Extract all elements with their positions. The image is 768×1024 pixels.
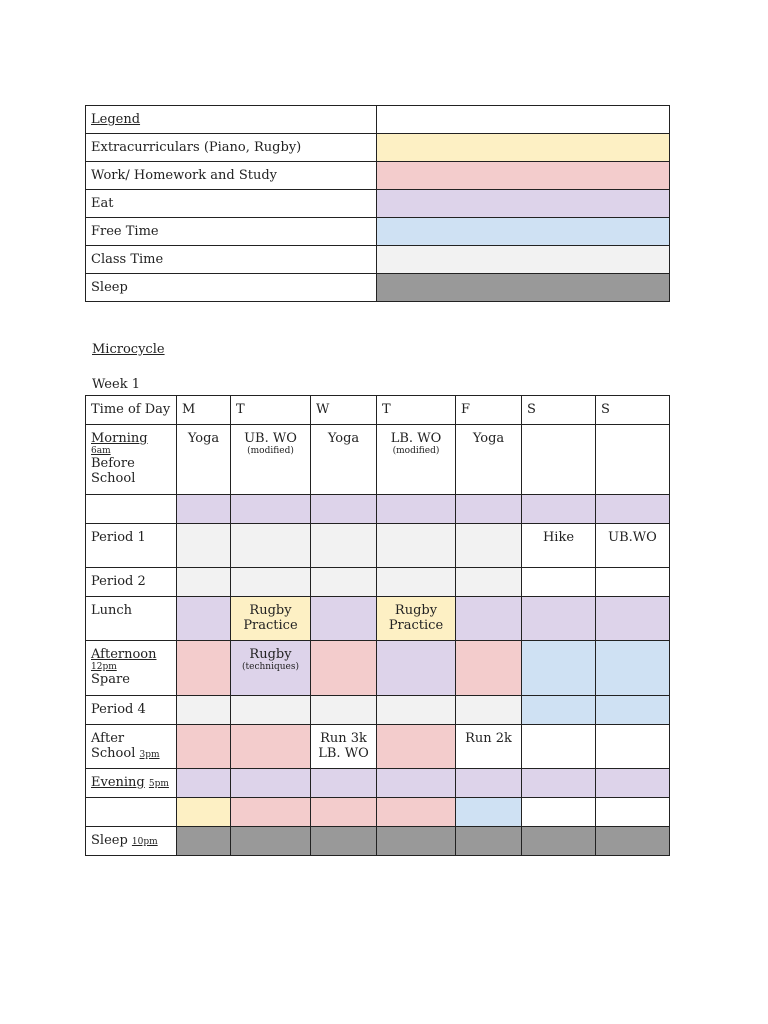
morning-label bbox=[86, 425, 177, 495]
header-wednesday: W bbox=[311, 396, 377, 425]
sleep-cell bbox=[522, 827, 596, 856]
evening-cell bbox=[596, 769, 670, 798]
sleep-time: 10pm bbox=[131, 837, 158, 847]
morning-wed: Yoga bbox=[311, 425, 377, 495]
header-tuesday: T bbox=[231, 396, 311, 425]
period1-cell bbox=[231, 524, 311, 568]
period4-row bbox=[86, 696, 670, 725]
evening-cell bbox=[311, 769, 377, 798]
period4-cell bbox=[311, 696, 377, 725]
morning-thu-activity: LB. WO bbox=[390, 431, 442, 446]
afternoon-row bbox=[86, 641, 670, 696]
sleep-label-text: Sleep bbox=[91, 833, 128, 848]
morning-label-text: Morning bbox=[91, 431, 148, 446]
breakfast-row bbox=[86, 495, 670, 524]
night-cell bbox=[311, 798, 377, 827]
lunch-row bbox=[86, 597, 670, 641]
afternoon-cell bbox=[596, 641, 670, 696]
sleep-cell bbox=[311, 827, 377, 856]
morning-tue bbox=[231, 425, 311, 495]
morning-fri: Yoga bbox=[456, 425, 522, 495]
legend-row bbox=[86, 246, 670, 274]
header-friday: F bbox=[456, 396, 522, 425]
morning-sub: Before School bbox=[91, 456, 136, 486]
afternoon-cell bbox=[522, 641, 596, 696]
night-cell bbox=[177, 798, 231, 827]
sleep-cell bbox=[231, 827, 311, 856]
evening-label-text: Evening bbox=[91, 775, 145, 790]
morning-thu bbox=[377, 425, 456, 495]
morning-time: 6am bbox=[91, 446, 111, 456]
legend-title-swatch bbox=[377, 106, 670, 134]
legend-title bbox=[86, 106, 377, 134]
lunch-cell bbox=[177, 597, 231, 641]
afternoon-cell bbox=[177, 641, 231, 696]
sleep-cell bbox=[177, 827, 231, 856]
legend-title-text: Legend bbox=[91, 112, 141, 127]
afternoon-label bbox=[86, 641, 177, 696]
afternoon-tue-activity: Rugby bbox=[249, 647, 292, 662]
period1-cell bbox=[377, 524, 456, 568]
breakfast-label bbox=[86, 495, 177, 524]
microcycle-title: Microcycle bbox=[92, 342, 165, 357]
period1-cell bbox=[456, 524, 522, 568]
afternoon-cell bbox=[456, 641, 522, 696]
after-school-label bbox=[86, 725, 177, 769]
breakfast-cell bbox=[377, 495, 456, 524]
night-cell bbox=[522, 798, 596, 827]
night-cell bbox=[456, 798, 522, 827]
legend-swatch-free-time bbox=[377, 218, 670, 246]
header-time-of-day: Time of Day bbox=[86, 396, 177, 425]
breakfast-cell bbox=[522, 495, 596, 524]
period2-row bbox=[86, 568, 670, 597]
header-saturday: S bbox=[522, 396, 596, 425]
breakfast-cell bbox=[456, 495, 522, 524]
breakfast-cell bbox=[596, 495, 670, 524]
after-school-cell bbox=[377, 725, 456, 769]
legend-header-row bbox=[86, 106, 670, 134]
afternoon-time: 12pm bbox=[91, 662, 117, 672]
period2-cell bbox=[311, 568, 377, 597]
afternoon-tue bbox=[231, 641, 311, 696]
sleep-row bbox=[86, 827, 670, 856]
period2-cell bbox=[596, 568, 670, 597]
period4-cell bbox=[377, 696, 456, 725]
morning-mon: Yoga bbox=[177, 425, 231, 495]
morning-row bbox=[86, 425, 670, 495]
legend-row bbox=[86, 162, 670, 190]
legend-label: Extracurriculars (Piano, Rugby) bbox=[86, 134, 377, 162]
breakfast-cell bbox=[231, 495, 311, 524]
breakfast-cell bbox=[311, 495, 377, 524]
sleep-cell bbox=[596, 827, 670, 856]
morning-tue-activity: UB. WO bbox=[244, 431, 297, 446]
morning-tue-note: (modified) bbox=[247, 446, 294, 456]
sleep-cell bbox=[377, 827, 456, 856]
legend-row bbox=[86, 190, 670, 218]
night-label bbox=[86, 798, 177, 827]
legend-row bbox=[86, 218, 670, 246]
legend-label: Free Time bbox=[86, 218, 377, 246]
after-school-fri: Run 2k bbox=[456, 725, 522, 769]
period1-cell bbox=[177, 524, 231, 568]
evening-label bbox=[86, 769, 177, 798]
legend-label: Class Time bbox=[86, 246, 377, 274]
afternoon-cell bbox=[377, 641, 456, 696]
period1-sun: UB.WO bbox=[596, 524, 670, 568]
sleep-cell bbox=[456, 827, 522, 856]
after-school-cell bbox=[231, 725, 311, 769]
morning-sun bbox=[596, 425, 670, 495]
legend-label: Sleep bbox=[86, 274, 377, 302]
legend-swatch-sleep bbox=[377, 274, 670, 302]
legend-label: Work/ Homework and Study bbox=[86, 162, 377, 190]
schedule-table bbox=[85, 395, 670, 856]
after-school-cell bbox=[522, 725, 596, 769]
header-sunday: S bbox=[596, 396, 670, 425]
period4-cell bbox=[231, 696, 311, 725]
legend-label: Eat bbox=[86, 190, 377, 218]
afternoon-cell bbox=[311, 641, 377, 696]
night-cell bbox=[596, 798, 670, 827]
lunch-cell bbox=[456, 597, 522, 641]
lunch-label: Lunch bbox=[86, 597, 177, 641]
legend-swatch-work bbox=[377, 162, 670, 190]
after-school-label-text2: School bbox=[91, 746, 136, 761]
period1-cell bbox=[311, 524, 377, 568]
after-school-label-text: After bbox=[91, 731, 125, 746]
lunch-cell bbox=[522, 597, 596, 641]
evening-cell bbox=[177, 769, 231, 798]
afternoon-tue-note: (techniques) bbox=[242, 662, 299, 672]
after-school-cell bbox=[596, 725, 670, 769]
legend-swatch-class-time bbox=[377, 246, 670, 274]
period2-cell bbox=[231, 568, 311, 597]
after-school-time: 3pm bbox=[139, 750, 160, 760]
period4-cell bbox=[522, 696, 596, 725]
sleep-label bbox=[86, 827, 177, 856]
header-thursday: T bbox=[377, 396, 456, 425]
after-school-cell bbox=[177, 725, 231, 769]
period1-sat: Hike bbox=[522, 524, 596, 568]
lunch-cell bbox=[311, 597, 377, 641]
period4-cell bbox=[456, 696, 522, 725]
header-monday: M bbox=[177, 396, 231, 425]
legend-swatch-extracurriculars bbox=[377, 134, 670, 162]
morning-thu-note: (modified) bbox=[392, 446, 440, 456]
lunch-thu: Rugby Practice bbox=[377, 597, 456, 641]
evening-row bbox=[86, 769, 670, 798]
lunch-tue: Rugby Practice bbox=[231, 597, 311, 641]
evening-time: 5pm bbox=[148, 779, 169, 789]
week-label: Week 1 bbox=[92, 377, 140, 392]
night-cell bbox=[231, 798, 311, 827]
breakfast-cell bbox=[177, 495, 231, 524]
evening-cell bbox=[231, 769, 311, 798]
night-cell bbox=[377, 798, 456, 827]
evening-cell bbox=[522, 769, 596, 798]
afternoon-label-text: Afternoon bbox=[91, 647, 157, 662]
header-row bbox=[86, 396, 670, 425]
period2-cell bbox=[456, 568, 522, 597]
legend-row bbox=[86, 274, 670, 302]
legend-table bbox=[85, 105, 670, 302]
period2-label: Period 2 bbox=[86, 568, 177, 597]
legend-swatch-eat bbox=[377, 190, 670, 218]
period1-label: Period 1 bbox=[86, 524, 177, 568]
period1-row bbox=[86, 524, 670, 568]
after-school-wed: Run 3k LB. WO bbox=[311, 725, 377, 769]
period2-cell bbox=[377, 568, 456, 597]
period4-label: Period 4 bbox=[86, 696, 177, 725]
period4-cell bbox=[596, 696, 670, 725]
legend-row bbox=[86, 134, 670, 162]
evening-cell bbox=[456, 769, 522, 798]
night-row bbox=[86, 798, 670, 827]
afternoon-sub: Spare bbox=[91, 672, 130, 687]
period2-cell bbox=[177, 568, 231, 597]
lunch-cell bbox=[596, 597, 670, 641]
morning-sat bbox=[522, 425, 596, 495]
period2-cell bbox=[522, 568, 596, 597]
after-school-row bbox=[86, 725, 670, 769]
evening-cell bbox=[377, 769, 456, 798]
period4-cell bbox=[177, 696, 231, 725]
